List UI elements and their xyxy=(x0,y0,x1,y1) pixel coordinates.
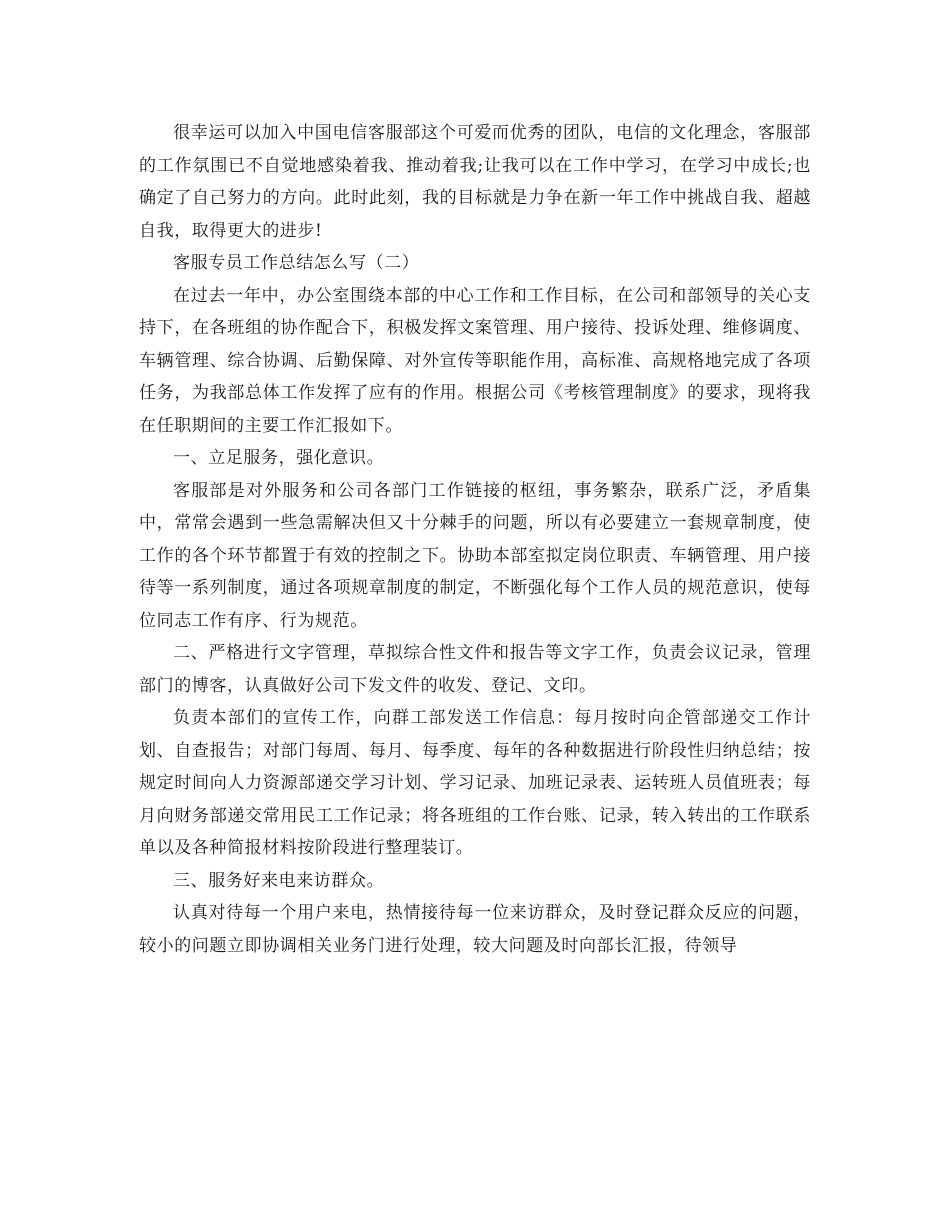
paragraph-visitors: 认真对待每一个用户来电，热情接待每一位来访群众，及时登记群众反应的问题，较小的问题立即协调相关业务门进行处理，较大问题及时向部长汇报，待领导 xyxy=(139,903,811,956)
section-heading-1: 一、立足服务，强化意识。 xyxy=(173,448,385,468)
paragraph-publicity: 负责本部们的宣传工作，向群工部发送工作信息：每月按时向企管部递交工作计划、自查报告；对部门每周、每月、每季度、每年的各种数据进行阶段性归纳总结；按规定时间向人力资源部递交学习计划、学习记录、加班记录表、运转班人员值班表；每月向财务部递交常用民工工作记录；将各班组的工作台账、记录，转入转出的工作联系单以及各种简报材料按阶段进行整理装订。 xyxy=(139,708,811,858)
paragraph-intro: 很幸运可以加入中国电信客服部这个可爱而优秀的团队，电信的文化理念，客服部的工作氛围已不自觉地感染着我、推动着我;让我可以在工作中学习，在学习中成长;也确定了自己努力的方向。此时此刻，我的目标就是力争在新一年工作中挑战自我、超越自我，取得更大的进步! xyxy=(139,123,811,241)
section-heading-3: 三、服务好来电来访群众。 xyxy=(173,870,385,891)
section-heading-title: 客服专员工作总结怎么写（二） xyxy=(173,253,420,273)
document-body xyxy=(139,117,811,962)
paragraph-service: 客服部是对外服务和公司各部门工作链接的枢纽，事务繁杂，联系广泛，矛盾集中，常常会遇到一些急需解决但又十分棘手的问题，所以有必要建立一套规章制度，使工作的各个环节都置于有效的控制之下。协助本部室拟定岗位职责、车辆管理、用户接待等一系列制度，通过各项规章制度的制定，不断强化每个工作人员的规范意识，使每位同志工作有序、行为规范。 xyxy=(139,480,811,631)
section-heading-2: 二、严格进行文字管理，草拟综合性文件和报告等文字工作，负责会议记录，管理部门的博客，认真做好公司下发文件的收发、登记、文印。 xyxy=(139,643,811,696)
paragraph-overview: 在过去一年中，办公室围绕本部的中心工作和工作目标，在公司和部领导的关心支持下，在各班组的协作配合下，积极发挥文案管理、用户接待、投诉处理、维修调度、车辆管理、综合协调、后勤保障、对外宣传等职能作用，高标准、高规格地完成了各项任务，为我部总体工作发挥了应有的作用。根据公司《考核管理制度》的要求，现将我在任职期间的主要工作汇报如下。 xyxy=(139,285,811,436)
